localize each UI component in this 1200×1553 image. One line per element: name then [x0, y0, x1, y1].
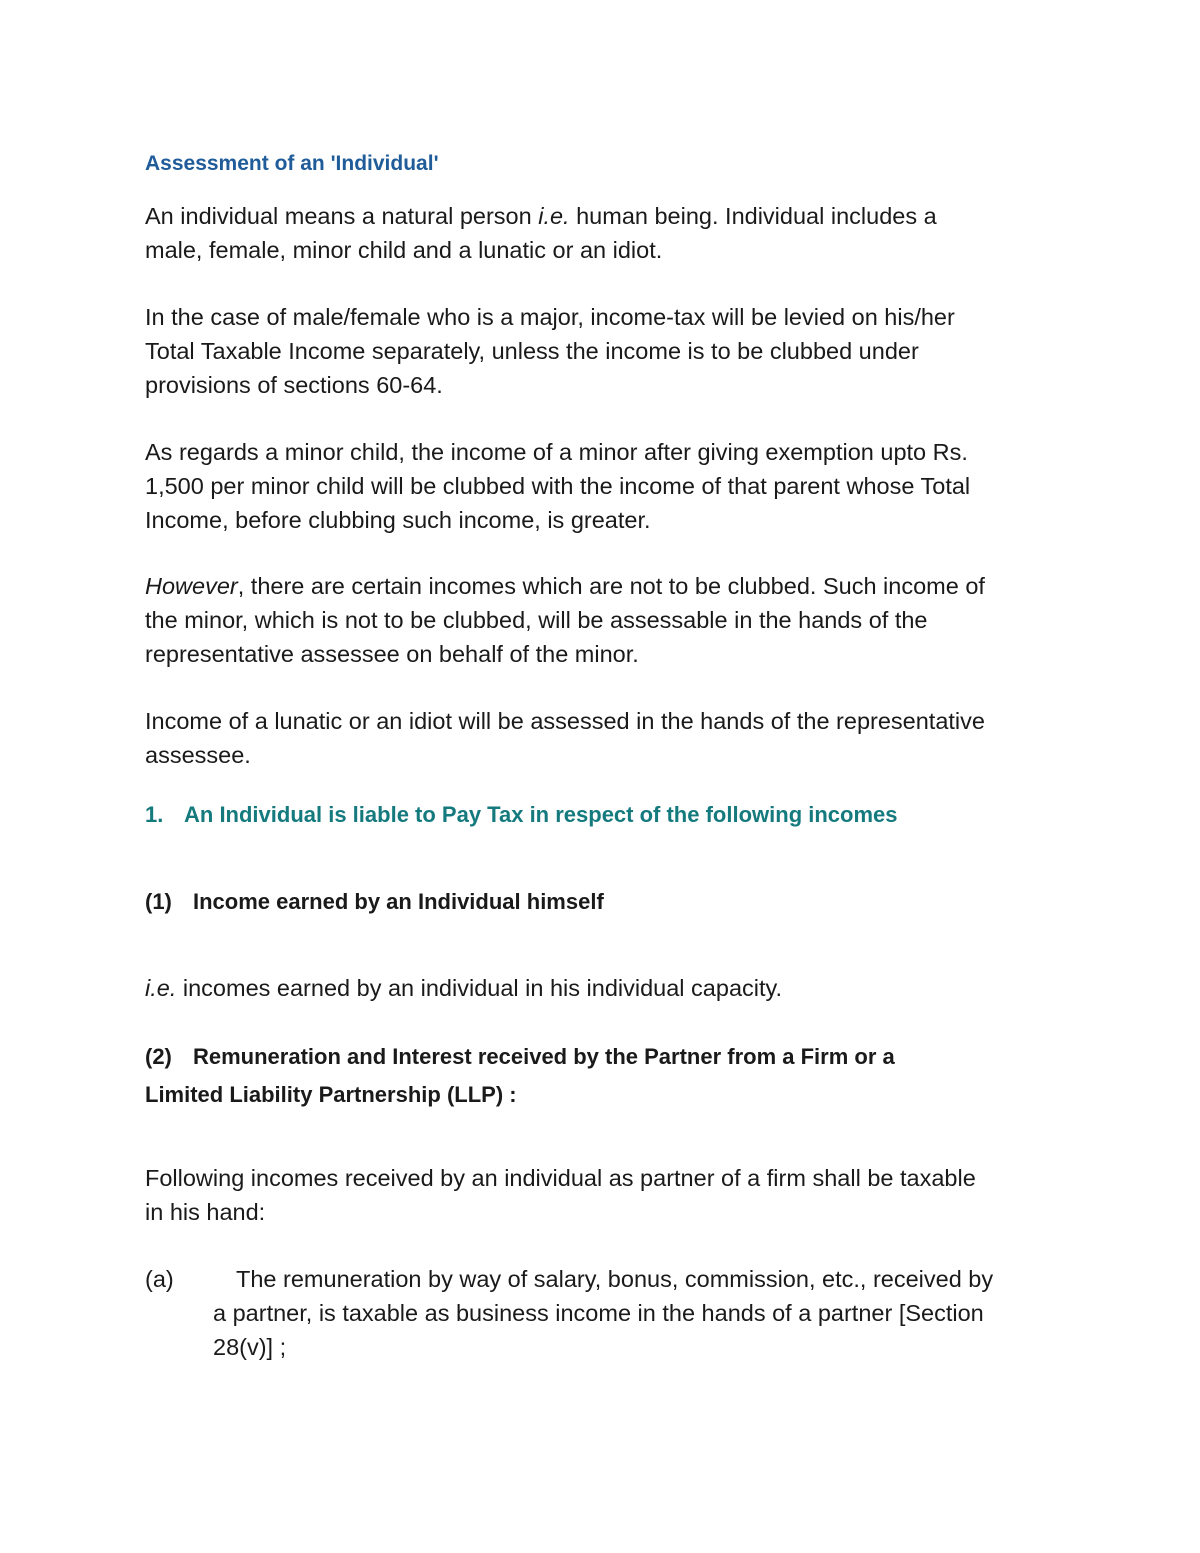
- list-marker: (a): [145, 1266, 174, 1292]
- heading-text: An Individual is liable to Pay Tax in respect of the following incomes: [184, 802, 898, 827]
- subsection-heading: [145, 885, 604, 919]
- paragraph-line: As regards a minor child, the income of a minor after giving exemption upto Rs.: [145, 439, 968, 465]
- italic-abbrev: i.e.: [145, 975, 177, 1001]
- text-span: An individual means a natural person: [145, 203, 539, 229]
- text-span: , there are certain incomes which are not to be clubbed. Such income of: [237, 573, 985, 599]
- paragraph-line: [145, 569, 985, 603]
- text-span: human being. Individual includes a: [569, 203, 937, 229]
- subsection-number: (1): [145, 889, 172, 914]
- section-heading: [145, 798, 898, 832]
- subsection-text: Remuneration and Interest received by the Partner from a Firm or a: [193, 1044, 895, 1069]
- text-span: incomes earned by an individual in his individual capacity.: [176, 975, 783, 1001]
- subsection-number: (2): [145, 1044, 172, 1069]
- subsection-heading: [145, 1040, 895, 1074]
- list-item-line: The remuneration by way of salary, bonus, commission, etc., received by: [236, 1266, 994, 1292]
- paragraph-line: Following incomes received by an individual as partner of a firm shall be taxable: [145, 1165, 976, 1191]
- paragraph-line: [145, 199, 937, 233]
- heading-number: 1.: [145, 802, 164, 827]
- list-item-line: a partner, is taxable as business income in the hands of a partner [Section: [213, 1300, 984, 1326]
- italic-abbrev: i.e.: [538, 203, 570, 229]
- list-item-line: 28(v)] ;: [213, 1334, 287, 1360]
- italic-word: However: [145, 573, 238, 599]
- paragraph-line: representative assessee on behalf of the minor.: [145, 641, 639, 667]
- paragraph-line: 1,500 per minor child will be clubbed with the income of that parent whose Total: [145, 473, 971, 499]
- paragraph-line: [145, 971, 782, 1005]
- paragraph-line: In the case of male/female who is a major, income-tax will be levied on his/her: [145, 304, 955, 330]
- paragraph-line: Total Taxable Income separately, unless the income is to be clubbed under: [145, 338, 919, 364]
- paragraph-line: Income of a lunatic or an idiot will be assessed in the hands of the representative: [145, 708, 985, 734]
- document-title: Assessment of an 'Individual': [145, 152, 439, 175]
- paragraph-line: assessee.: [145, 742, 251, 768]
- paragraph-line: provisions of sections 60-64.: [145, 372, 443, 398]
- paragraph-line: Income, before clubbing such income, is greater.: [145, 507, 651, 533]
- paragraph-line: in his hand:: [145, 1199, 266, 1225]
- paragraph-line: male, female, minor child and a lunatic or an idiot.: [145, 237, 663, 263]
- paragraph-line: the minor, which is not to be clubbed, will be assessable in the hands of the: [145, 607, 928, 633]
- subsection-heading-line: Limited Liability Partnership (LLP) :: [145, 1082, 517, 1107]
- subsection-text: Income earned by an Individual himself: [193, 889, 604, 914]
